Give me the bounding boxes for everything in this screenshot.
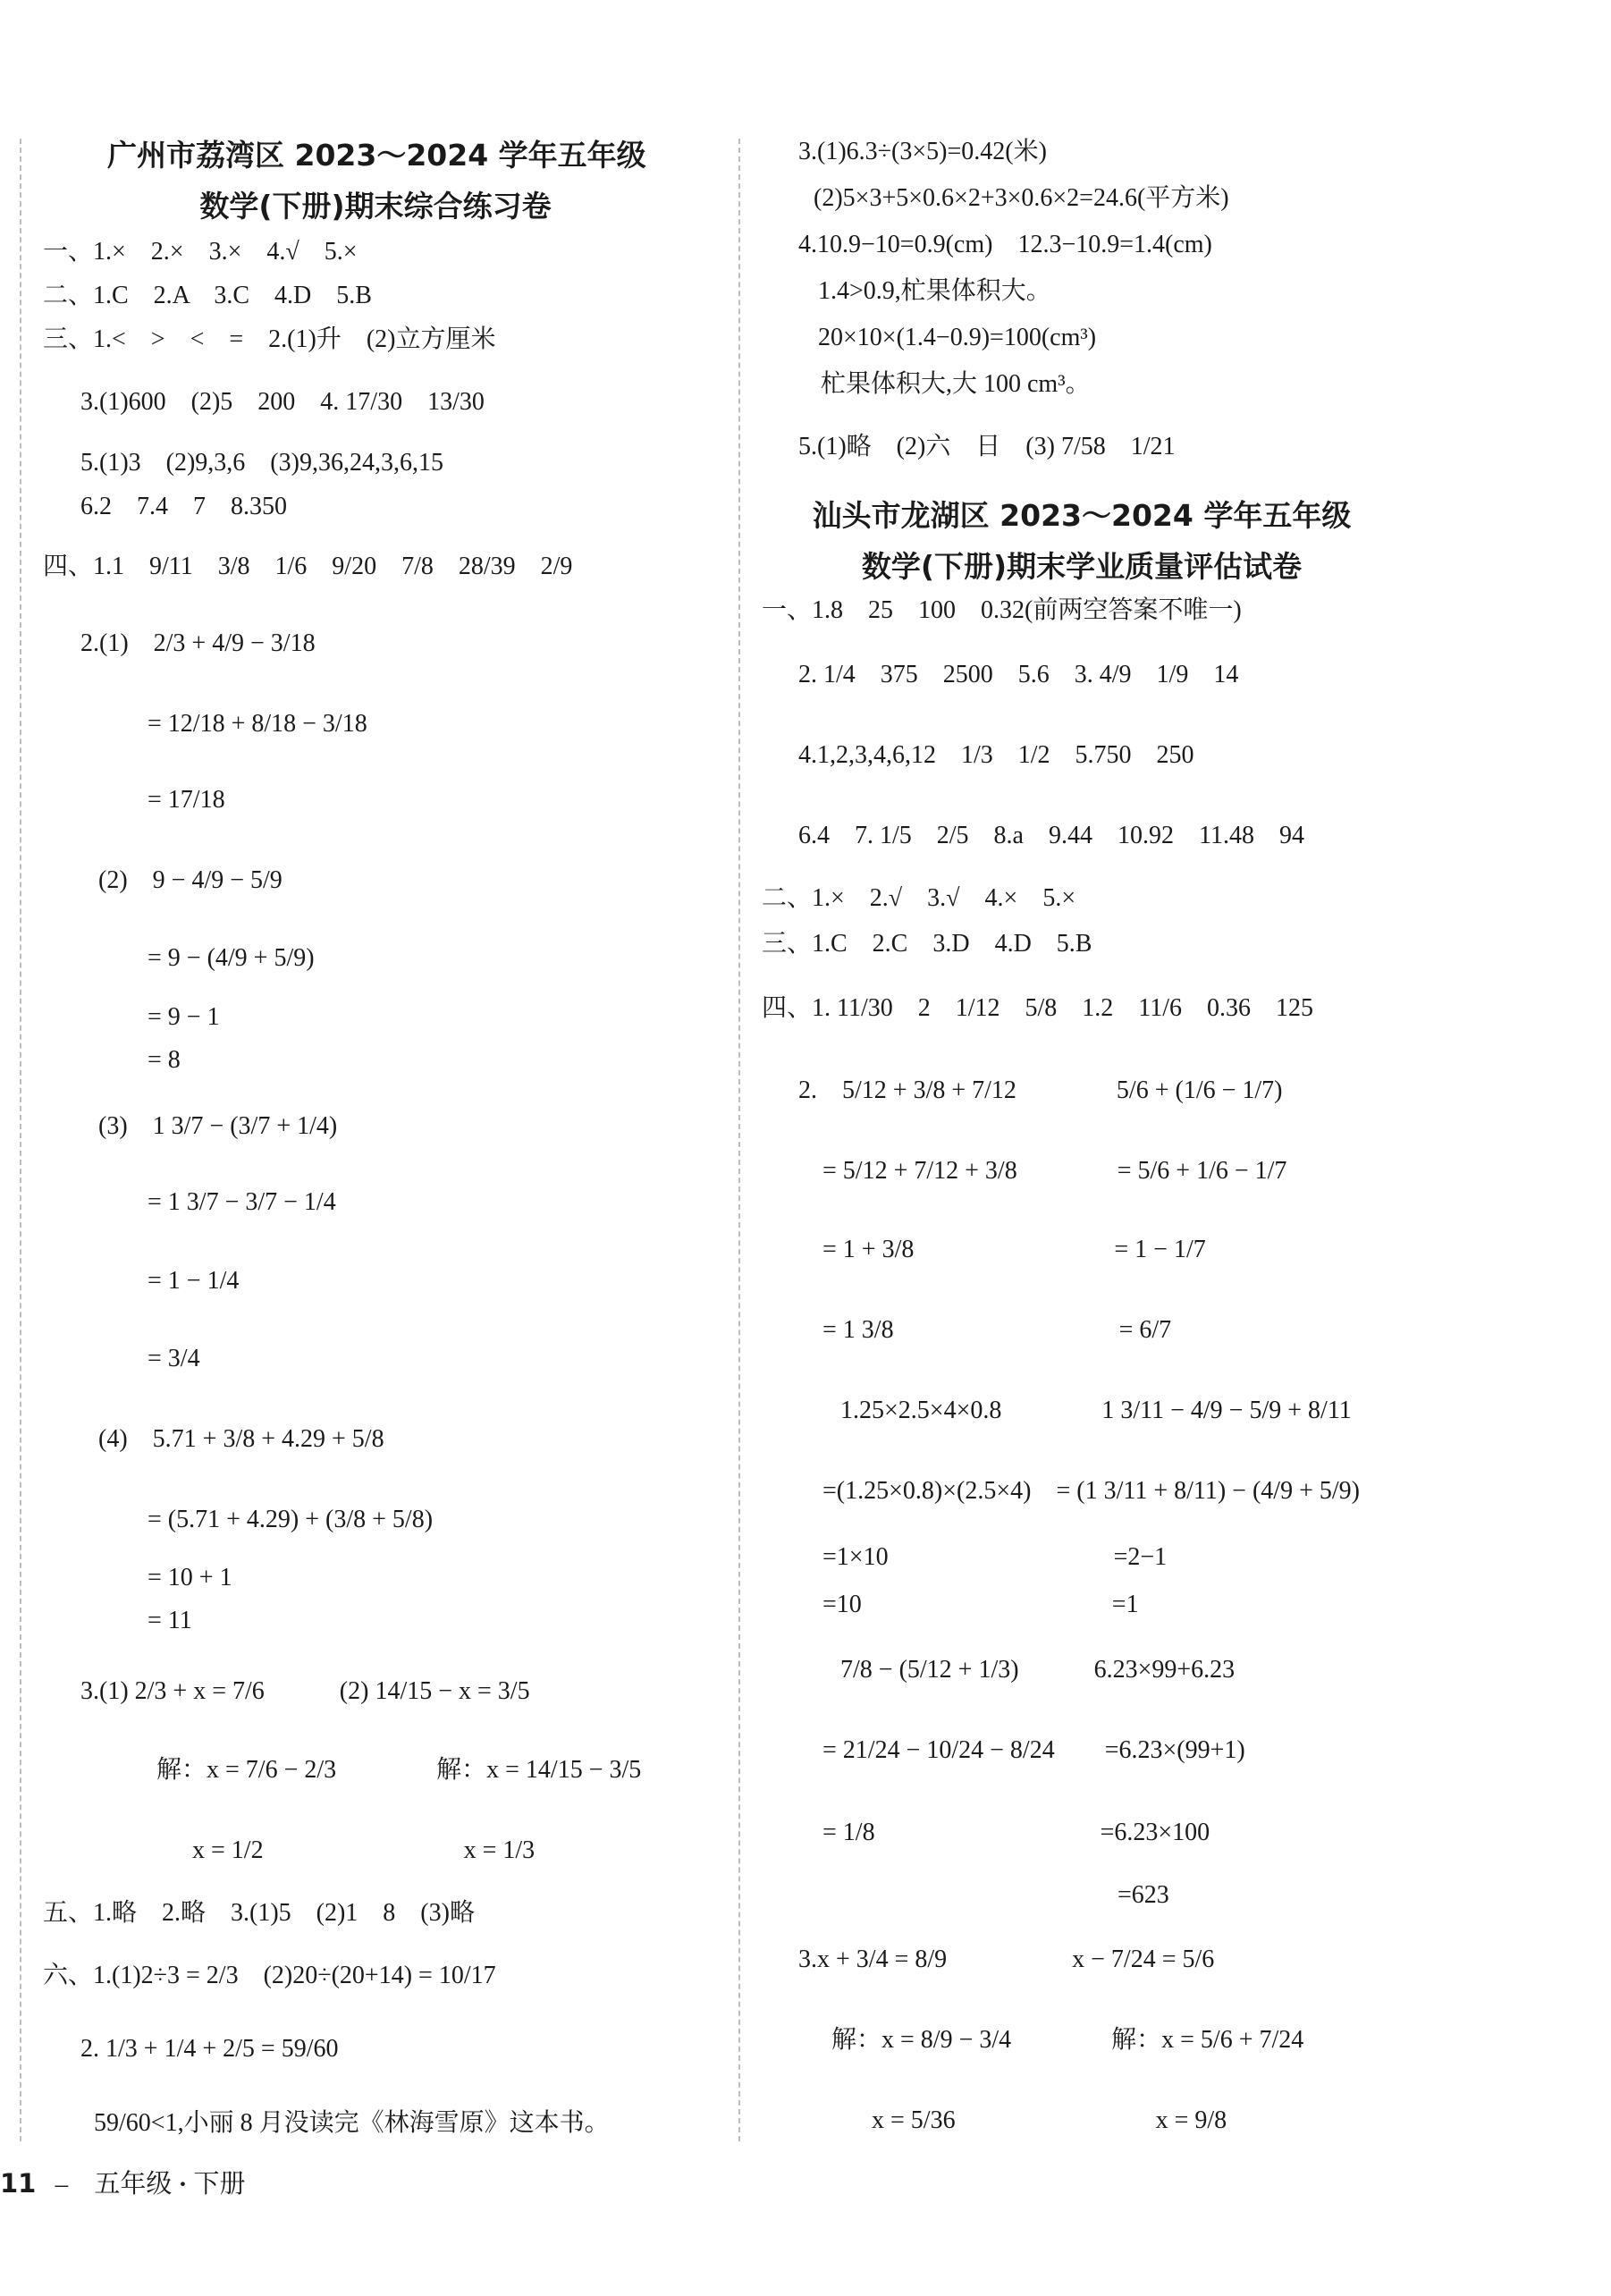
left-calc-line: = 1 − 1/4 — [148, 1267, 240, 1295]
right-calc-line: = 1 + 3/8 = 1 − 1/7 — [822, 1236, 1206, 1263]
right-equation-line: x = 5/36 x = 9/8 — [872, 2106, 1227, 2134]
right-section3-answers: 三、1.C 2.C 3.D 4.D 5.B — [762, 930, 1092, 958]
left-calc-line: = 8 — [148, 1046, 181, 1074]
left-exam-title-line1: 广州市荔湾区 2023～2024 学年五年级 — [107, 138, 646, 173]
footer-dash: – — [55, 2170, 69, 2199]
left-calc-line: = 17/18 — [148, 786, 225, 814]
page-footer — [0, 2164, 246, 2200]
left-section5-answers: 五、1.略 2.略 3.(1)5 (2)1 8 (3)略 — [43, 1899, 475, 1927]
right-calc-line: =(1.25×0.8)×(2.5×4) = (1 3/11 + 8/11) − (4/9 + 5/9) — [822, 1477, 1360, 1505]
right-calc-line: = 5/12 + 7/12 + 3/8 = 5/6 + 1/6 − 1/7 — [822, 1157, 1287, 1185]
left-exam-title-line2: 数学(下册)期末综合练习卷 — [199, 189, 552, 224]
left-calc-line: (3) 1 3/7 − (3/7 + 1/4) — [98, 1112, 338, 1140]
grade-label: 五年级 — [94, 2170, 173, 2199]
left-calc-line: = 11 — [148, 1607, 192, 1634]
left-section4-answers: 四、1.1 9/11 3/8 1/6 9/20 7/8 28/39 2/9 — [43, 553, 573, 580]
left-answer-line: 3.(1)600 (2)5 200 4. 17/30 13/30 — [80, 388, 485, 416]
left-section3-answers: 三、1.< > < = 2.(1)升 (2)立方厘米 — [43, 325, 496, 353]
left-calc-line: = 3/4 — [148, 1345, 200, 1372]
left-equation-line: x = 1/2 x = 1/3 — [192, 1836, 536, 1864]
right-calc-line: =1×10 =2−1 — [822, 1543, 1168, 1571]
right-equation-line: 3.x + 3/4 = 8/9 x − 7/24 = 5/6 — [798, 1946, 1215, 1973]
left-calc-line: = 10 + 1 — [148, 1564, 232, 1591]
right-section4-answers: 四、1. 11/30 2 1/12 5/8 1.2 11/6 0.36 125 — [762, 994, 1314, 1022]
right-answer-line: 杧果体积大,大 100 cm³。 — [821, 370, 1091, 398]
left-margin-divider — [20, 139, 21, 2141]
right-answer-line: 4.1,2,3,4,6,12 1/3 1/2 5.750 250 — [798, 741, 1194, 769]
left-calc-line: = 12/18 + 8/18 − 3/18 — [148, 710, 367, 738]
right-answer-line: 6.4 7. 1/5 2/5 8.a 9.44 10.92 11.48 94 — [798, 822, 1304, 849]
left-answer-line: 5.(1)3 (2)9,3,6 (3)9,36,24,3,6,15 — [80, 449, 443, 477]
left-calc-line: (2) 9 − 4/9 − 5/9 — [98, 866, 283, 894]
left-calc-line: = 1 3/7 − 3/7 − 1/4 — [148, 1188, 336, 1216]
volume-label: 下册 — [193, 2170, 246, 2199]
left-answer-line: 2. 1/3 + 1/4 + 2/5 = 59/60 — [80, 2035, 339, 2063]
right-calc-line: 1.25×2.5×4×0.8 1 3/11 − 4/9 − 5/9 + 8/11 — [840, 1397, 1352, 1424]
left-calc-line: (4) 5.71 + 3/8 + 4.29 + 5/8 — [98, 1425, 384, 1453]
left-section6-answers: 六、1.(1)2÷3 = 2/3 (2)20÷(20+14) = 10/17 — [43, 1962, 496, 1989]
right-calc-line: = 21/24 − 10/24 − 8/24 =6.23×(99+1) — [822, 1736, 1245, 1764]
left-calc-line: = (5.71 + 4.29) + (3/8 + 5/8) — [148, 1506, 434, 1533]
left-section1-answers: 一、1.× 2.× 3.× 4.√ 5.× — [43, 238, 358, 266]
footer-dot: · — [178, 2170, 188, 2199]
right-calc-line: =623 — [1118, 1881, 1169, 1909]
right-section1-answers: 一、1.8 25 100 0.32(前两空答案不唯一) — [762, 596, 1242, 624]
right-exam-title-line2: 数学(下册)期末学业质量评估试卷 — [861, 549, 1303, 584]
right-section2-answers: 二、1.× 2.√ 3.√ 4.× 5.× — [762, 884, 1076, 912]
right-answer-line: 5.(1)略 (2)六 日 (3) 7/58 1/21 — [798, 433, 1176, 460]
right-answer-line: 1.4>0.9,杧果体积大。 — [818, 277, 1051, 305]
right-exam-title-line1: 汕头市龙湖区 2023～2024 学年五年级 — [812, 498, 1352, 533]
right-answer-line: 20×10×(1.4−0.9)=100(cm³) — [818, 324, 1097, 351]
left-equation-line: 3.(1) 2/3 + x = 7/6 (2) 14/15 − x = 3/5 — [80, 1677, 530, 1705]
left-answer-line: 59/60<1,小丽 8 月没读完《林海雪原》这本书。 — [94, 2109, 610, 2137]
left-section2-answers: 二、1.C 2.A 3.C 4.D 5.B — [43, 282, 372, 309]
right-answer-line: (2)5×3+5×0.6×2+3×0.6×2=24.6(平方米) — [814, 184, 1229, 212]
left-calc-line: 2.(1) 2/3 + 4/9 − 3/18 — [80, 629, 316, 657]
right-answer-line: 2. 1/4 375 2500 5.6 3. 4/9 1/9 14 — [798, 661, 1239, 688]
right-calc-line: =10 =1 — [822, 1591, 1139, 1618]
left-equation-line: 解：x = 7/6 − 2/3 解：x = 14/15 − 3/5 — [156, 1756, 642, 1784]
right-calc-line: = 1 3/8 = 6/7 — [822, 1316, 1172, 1344]
left-calc-line: = 9 − (4/9 + 5/9) — [148, 944, 315, 972]
right-answer-line: 3.(1)6.3÷(3×5)=0.42(米) — [798, 138, 1047, 165]
right-equation-line: 解：x = 8/9 − 3/4 解：x = 5/6 + 7/24 — [831, 2026, 1304, 2054]
left-answer-line: 6.2 7.4 7 8.350 — [80, 493, 288, 520]
right-calc-line: = 1/8 =6.23×100 — [822, 1819, 1210, 1846]
right-calc-line: 2. 5/12 + 3/8 + 7/12 5/6 + (1/6 − 1/7) — [798, 1076, 1283, 1104]
left-calc-line: = 9 − 1 — [148, 1003, 220, 1031]
column-divider — [738, 139, 740, 2141]
right-answer-line: 4.10.9−10=0.9(cm) 12.3−10.9=1.4(cm) — [798, 231, 1212, 258]
right-calc-line: 7/8 − (5/12 + 1/3) 6.23×99+6.23 — [840, 1656, 1236, 1684]
page-number: 11 — [0, 2168, 37, 2199]
